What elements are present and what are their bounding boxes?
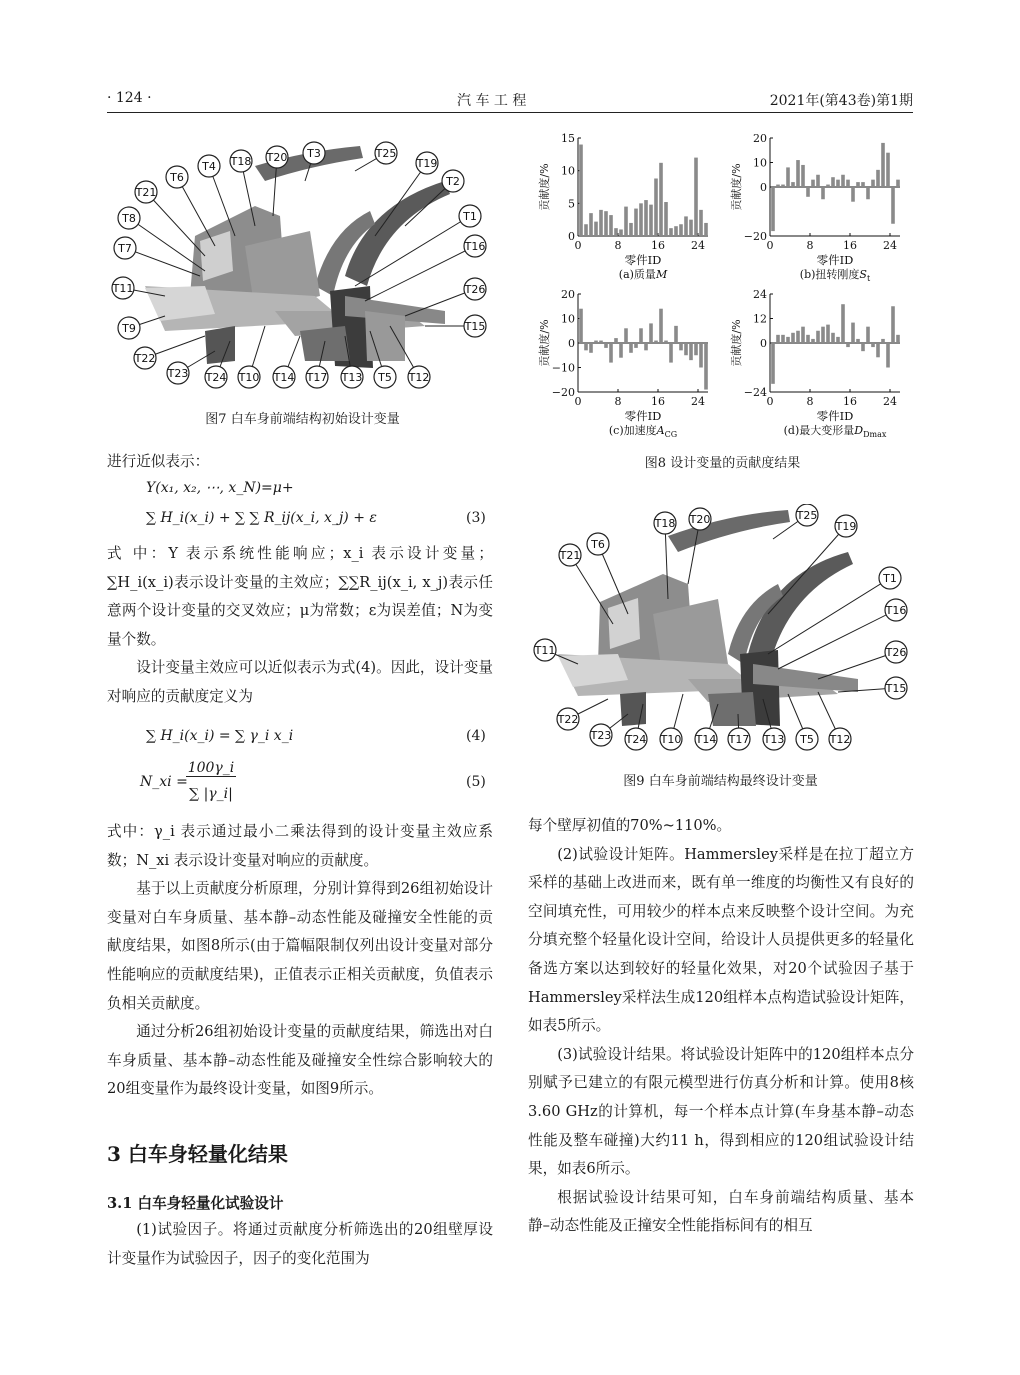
svg-text:T14: T14: [695, 733, 717, 746]
y-tick-label: −20: [551, 386, 575, 399]
bar: [584, 224, 588, 236]
bar: [791, 333, 795, 343]
bar: [786, 337, 790, 343]
section-heading: 3 白车身轻量化结果: [107, 1142, 288, 1166]
svg-text:T15: T15: [464, 320, 486, 333]
left-column: [107, 448, 493, 477]
svg-text:T4: T4: [202, 160, 216, 173]
paragraph-where-2: 式中：γ_i 表示通过最小二乘法得到的设计变量主效应系数；N_xi 表示设计变量对响应的贡献度。: [107, 823, 493, 869]
bar: [836, 180, 840, 187]
fig7-label-t22: [134, 336, 205, 369]
x-tick-label: 8: [614, 239, 622, 252]
svg-text:T20: T20: [689, 513, 711, 526]
bar: [846, 343, 850, 347]
svg-text:T25: T25: [375, 147, 397, 160]
y-tick-label: −20: [743, 230, 767, 243]
bar: [634, 209, 638, 236]
figure-8-subplots: [537, 132, 900, 439]
figure-8-chart: [530, 128, 915, 444]
subplot-a: [537, 132, 708, 281]
paragraph-3: 基于以上贡献度分析原理，分别计算得到26组初始设计变量对白车身质量、基本静–动态性能及碰撞安全性能的贡献度结果，如图8所示(由于篇幅限制仅列出设计变量对部分性能响应的贡献度结果)，正值表示正相关贡献度，负值表示负相关贡献度。: [107, 880, 493, 1012]
y-tick-label: 10: [561, 164, 575, 178]
bar: [664, 341, 668, 343]
svg-text:T6: T6: [591, 538, 605, 551]
bar: [856, 339, 860, 343]
y-tick-label: 15: [561, 132, 575, 145]
left-column-end: [107, 1216, 493, 1273]
bar: [664, 202, 668, 236]
bar: [579, 309, 583, 343]
paragraph-2: 设计变量主效应可以近似表示为式(4)。因此，设计变量对响应的贡献度定义为: [107, 659, 493, 705]
x-tick-label: 8: [806, 239, 814, 252]
fig7-label-t9: [118, 316, 165, 339]
bar: [679, 343, 683, 350]
bar: [861, 343, 865, 351]
bar: [669, 228, 673, 236]
left-column-where: [107, 540, 493, 712]
equation-5-numerator: 100γ_i: [187, 760, 235, 776]
svg-text:T15: T15: [885, 682, 907, 695]
bar: [659, 309, 663, 343]
fig7-label-t10: [238, 326, 265, 388]
bar: [896, 180, 900, 187]
bar: [851, 323, 855, 343]
fig7-label-t21: [135, 181, 205, 256]
fig9-label-t26: [818, 641, 907, 679]
bar: [674, 326, 678, 343]
bar: [649, 205, 653, 236]
equation-4: ∑ H_i(x_i) = ∑ γ_i x_i: [146, 728, 294, 744]
bar: [624, 207, 628, 236]
bar: [856, 182, 860, 187]
paragraph-r3: (3)试验设计结果。将试验设计矩阵中的120组样本点分别赋予已建立的有限元模型进行仿真分析和计算。使用8核3.60 GHz的计算机，每一个样本点计算(车身基本静–动态性能及整车碰撞)大约11 h，得到相应的120组试验设计结果，如表6所示。: [528, 1045, 914, 1178]
bar: [654, 179, 658, 236]
figure-9-diagram: [528, 504, 913, 754]
x-axis-label: 零件ID: [816, 253, 854, 267]
paragraph-r1: 每个壁厚初值的70%~110%。: [528, 817, 732, 834]
bar: [599, 341, 603, 343]
x-tick-label: 16: [651, 395, 665, 408]
y-tick-label: 24: [753, 288, 767, 301]
svg-text:T17: T17: [728, 733, 750, 746]
subplot-caption: (b)扭转刚度$S_t$: [799, 268, 871, 283]
bar: [796, 160, 800, 187]
svg-text:T12: T12: [408, 371, 430, 384]
svg-text:T8: T8: [122, 212, 136, 225]
svg-text:T18: T18: [654, 517, 676, 530]
x-tick-label: 16: [843, 395, 857, 408]
subplot-caption: (d)最大变形量$D_{Dmax}$: [783, 424, 887, 439]
subplot-b: [729, 132, 900, 283]
y-tick-label: 20: [561, 288, 575, 301]
y-tick-label: 20: [753, 132, 767, 145]
bar: [791, 182, 795, 187]
bar: [609, 215, 613, 236]
y-tick-label: −10: [551, 361, 575, 375]
svg-text:T12: T12: [829, 733, 851, 746]
svg-text:T16: T16: [885, 604, 907, 617]
page-number: · 124 ·: [107, 90, 152, 106]
svg-text:T23: T23: [167, 367, 189, 380]
figure-7-diagram: [105, 136, 500, 394]
bar: [679, 224, 683, 236]
bar: [851, 187, 855, 202]
subplot-caption: (a)质量M: [618, 268, 668, 281]
svg-text:T26: T26: [885, 646, 907, 659]
svg-text:T1: T1: [883, 572, 897, 585]
bar: [781, 335, 785, 343]
y-tick-label: 10: [561, 312, 575, 326]
bar: [781, 185, 785, 187]
svg-text:T22: T22: [134, 352, 156, 365]
y-tick-label: 5: [568, 197, 575, 211]
paragraph-4: 通过分析26组初始设计变量的贡献度结果，筛选出对白车身质量、基本静–动态性能及碰撞安全性综合影响较大的20组变量作为最终设计变量，如图9所示。: [107, 1023, 493, 1098]
equation-3-line-1: Y(x₁, x₂, ⋯, x_N)=μ+: [146, 480, 294, 496]
x-axis-label: 零件ID: [816, 409, 854, 423]
bar: [644, 343, 648, 350]
fig9-label-t23: [590, 714, 628, 746]
svg-text:T13: T13: [341, 371, 363, 384]
svg-text:T13: T13: [763, 733, 785, 746]
bar: [629, 343, 633, 353]
figure-7-caption: 图7 白车身前端结构初始设计变量: [205, 412, 400, 427]
bar: [841, 175, 845, 187]
svg-text:T24: T24: [205, 371, 227, 384]
bar: [841, 304, 845, 343]
bar: [816, 331, 820, 343]
x-tick-label: 16: [651, 239, 665, 252]
bar: [669, 343, 673, 363]
bar: [831, 333, 835, 343]
svg-text:T17: T17: [306, 371, 328, 384]
x-tick-label: 24: [691, 395, 705, 408]
x-tick-label: 24: [691, 239, 705, 252]
bar: [614, 338, 618, 343]
y-tick-label: 0: [760, 181, 767, 194]
y-axis-label: 贡献度/%: [730, 319, 743, 367]
bar: [811, 180, 815, 187]
equation-3-number: (3): [466, 510, 486, 526]
svg-text:T20: T20: [266, 151, 288, 164]
y-axis-label: 贡献度/%: [538, 319, 551, 367]
bar: [881, 143, 885, 187]
bar: [801, 165, 805, 187]
bar: [704, 343, 708, 390]
paragraph-r2: (2)试验设计矩阵。Hammersley采样是在拉丁超立方采样的基础上改进而来，既有单一维度的均衡性又有良好的空间填充性，可用较少的样本点来反映整个设计空间。为充分填充整个轻量化设计空间，给设计人员提供更多的轻量化备选方案以达到较好的轻量化效果，对20个试验因子基于Hammersley采样法生成120组样本点构造试验设计矩阵，如表5所示。: [528, 845, 914, 1035]
svg-text:T6: T6: [170, 171, 184, 184]
bar: [801, 327, 805, 343]
svg-text:T11: T11: [534, 644, 556, 657]
equation-3-line-2: ∑ H_i(x_i) + ∑ ∑ R_ij(x_i, x_j) + ε: [146, 510, 377, 526]
bar: [861, 182, 865, 187]
svg-text:T5: T5: [378, 371, 392, 384]
bar: [589, 213, 593, 236]
bar: [886, 343, 890, 368]
svg-text:T19: T19: [416, 157, 438, 170]
svg-text:T21: T21: [559, 549, 581, 562]
bar: [826, 185, 830, 187]
bar: [831, 177, 835, 187]
y-tick-label: 0: [568, 230, 575, 243]
bar: [846, 180, 850, 187]
svg-text:T2: T2: [446, 175, 460, 188]
paragraph-where-1: 式 中：Y 表示系统性能响应；x_i 表示设计变量；∑H_i(x_i)表示设计变量的主效应；∑∑R_ij(x_i, x_j)表示任意两个设计变量的交叉效应；μ为常数；ε为误差值；N为变量个数。: [107, 545, 493, 648]
bar: [619, 343, 623, 358]
svg-text:T16: T16: [464, 240, 486, 253]
x-tick-label: 24: [883, 395, 897, 408]
svg-text:T1: T1: [463, 210, 477, 223]
bar: [806, 187, 810, 197]
svg-text:T7: T7: [118, 242, 132, 255]
bar: [871, 343, 875, 347]
bar: [816, 175, 820, 187]
bar: [776, 335, 780, 343]
bar: [674, 226, 678, 236]
svg-text:T24: T24: [625, 733, 647, 746]
fig9-label-t5: [788, 694, 818, 750]
issue-info: 2021年(第43卷)第1期: [769, 93, 913, 109]
bar: [614, 228, 618, 236]
bar: [771, 187, 775, 231]
bar: [796, 331, 800, 343]
subplot-c: [537, 288, 708, 439]
bar: [684, 343, 688, 355]
equation-5-number: (5): [466, 774, 486, 790]
bar: [891, 187, 895, 224]
fig9-label-t12: [818, 692, 851, 750]
svg-text:T23: T23: [590, 729, 612, 742]
x-tick-label: 0: [766, 395, 774, 408]
y-axis-label: 贡献度/%: [538, 163, 551, 211]
car-body-structure-drawing: [145, 146, 450, 368]
equation-4-number: (4): [466, 728, 486, 744]
svg-text:T14: T14: [273, 371, 295, 384]
svg-text:T22: T22: [557, 713, 579, 726]
x-tick-label: 16: [843, 239, 857, 252]
page-header: [107, 90, 913, 113]
y-tick-label: 0: [568, 337, 575, 350]
paragraph-intro: 进行近似表示：: [107, 453, 210, 470]
bar: [806, 335, 810, 343]
equation-5-lhs: N_xi =: [140, 774, 188, 790]
bar: [689, 343, 693, 360]
x-axis-label: 零件ID: [624, 409, 662, 423]
fig7-label-t7: [114, 237, 200, 276]
bar: [619, 229, 623, 236]
bar: [699, 210, 703, 236]
bar: [594, 341, 598, 343]
fig7-label-t3: [303, 142, 325, 181]
svg-text:T19: T19: [835, 520, 857, 533]
fig7-label-t14: [273, 336, 300, 388]
bar: [821, 327, 825, 343]
bar: [579, 145, 583, 236]
svg-text:T10: T10: [660, 733, 682, 746]
x-tick-label: 0: [574, 239, 582, 252]
bar: [811, 339, 815, 343]
bar: [604, 343, 608, 348]
bar: [699, 343, 703, 368]
bar: [891, 306, 895, 343]
x-tick-label: 8: [806, 395, 814, 408]
svg-text:T10: T10: [238, 371, 260, 384]
bar: [826, 325, 830, 343]
bar: [639, 328, 643, 343]
bar: [609, 343, 613, 363]
bar: [644, 200, 648, 236]
bar: [886, 153, 890, 187]
equation-5-denominator: ∑ |γ_i|: [189, 786, 233, 802]
x-tick-label: 24: [883, 239, 897, 252]
bar: [639, 203, 643, 236]
bar: [871, 180, 875, 187]
figure-9-caption: 图9 白车身前端结构最终设计变量: [623, 774, 818, 789]
y-tick-label: 12: [753, 312, 767, 326]
fig9-label-t10: [660, 694, 683, 750]
bar: [684, 216, 688, 236]
bar: [786, 167, 790, 187]
bar: [694, 158, 698, 236]
x-tick-label: 0: [574, 395, 582, 408]
bar: [654, 341, 658, 343]
svg-text:T25: T25: [796, 509, 818, 522]
bar: [689, 220, 693, 236]
paragraph-r4: 根据试验设计结果可知，白车身前端结构质量、基本静–动态性能及正撞安全性能指标间有的相互: [528, 1188, 914, 1235]
svg-text:T5: T5: [800, 733, 814, 746]
paragraph-5: (1)试验因子。将通过贡献度分析筛选出的20组壁厚设计变量作为试验因子，因子的变化范围为: [107, 1221, 493, 1267]
x-tick-label: 8: [614, 395, 622, 408]
x-axis-label: 零件ID: [624, 253, 662, 267]
bar: [624, 328, 628, 343]
subplot-caption: (c)加速度$A_{CG}$: [608, 424, 678, 439]
x-tick-label: 0: [766, 239, 774, 252]
journal-name: 汽 车 工 程: [457, 93, 527, 109]
bar: [649, 323, 653, 343]
bar: [876, 343, 880, 357]
bar: [584, 343, 588, 350]
bar: [776, 185, 780, 187]
svg-text:T26: T26: [464, 283, 486, 296]
bar: [836, 337, 840, 343]
bar: [604, 211, 608, 236]
bar: [876, 170, 880, 187]
bar: [821, 187, 825, 199]
svg-text:T18: T18: [230, 155, 252, 168]
svg-text:T11: T11: [112, 282, 134, 295]
bar: [659, 163, 663, 236]
bar: [594, 222, 598, 236]
bar: [881, 339, 885, 343]
y-tick-label: −24: [743, 386, 767, 399]
bar: [589, 343, 593, 353]
svg-text:T9: T9: [122, 322, 136, 335]
bar: [704, 223, 708, 236]
bar: [629, 223, 633, 236]
bar: [896, 335, 900, 343]
bar: [599, 210, 603, 236]
svg-text:T3: T3: [307, 147, 321, 160]
bar: [866, 187, 870, 199]
fig7-label-t20: [266, 146, 288, 216]
subplot-d: [729, 288, 900, 439]
right-column: [528, 812, 914, 1241]
bar: [771, 343, 775, 384]
bar: [866, 327, 870, 343]
y-tick-label: 10: [753, 156, 767, 170]
subsection-heading: 3.1 白车身轻量化试验设计: [107, 1195, 284, 1212]
figure-8-caption: 图8 设计变量的贡献度结果: [644, 456, 801, 471]
y-tick-label: 0: [760, 337, 767, 350]
bar: [694, 343, 698, 355]
bar: [634, 343, 638, 348]
svg-text:T21: T21: [135, 186, 157, 199]
y-axis-label: 贡献度/%: [730, 163, 743, 211]
left-column-body: [107, 818, 493, 1104]
